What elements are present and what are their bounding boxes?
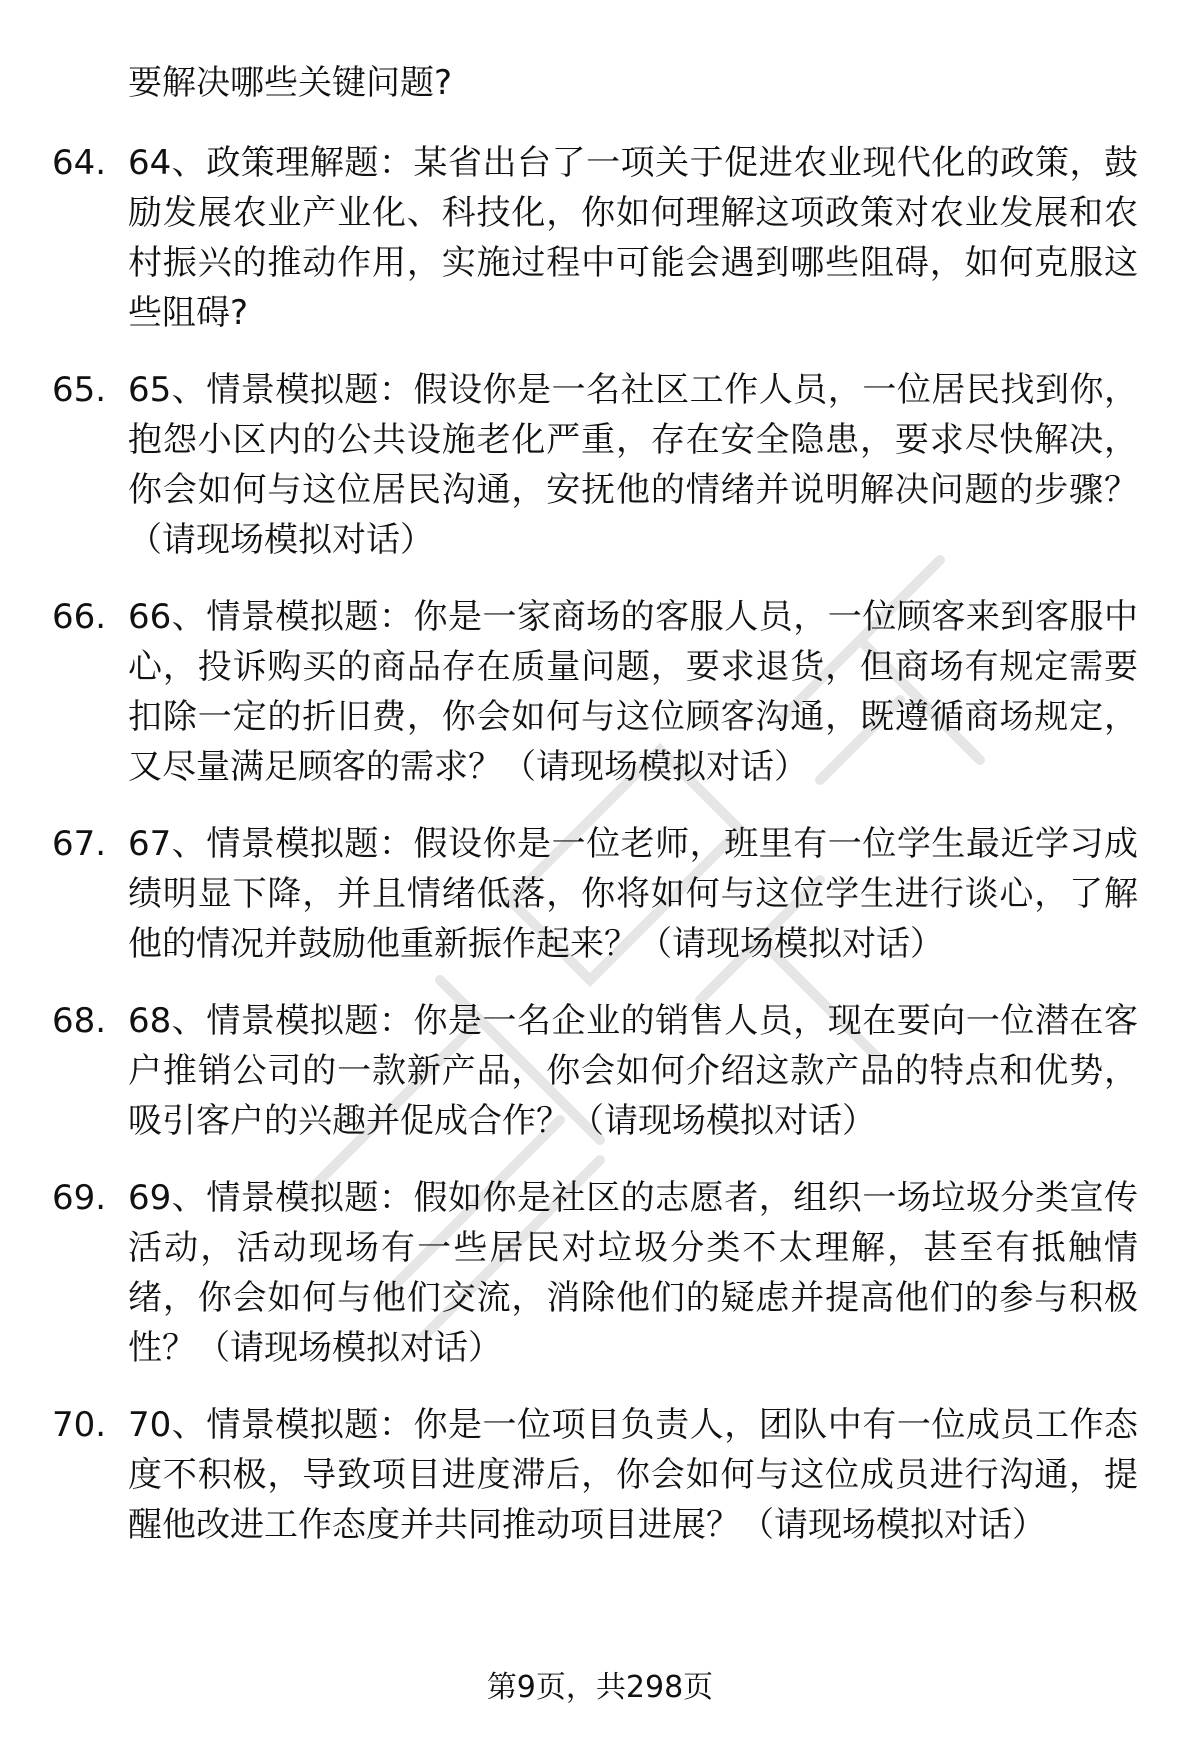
question-text: 64、政策理解题：某省出台了一项关于促进农业现代化的政策，鼓励发展农业产业化、科技化，你如何理解这项政策对农业发展和农村振兴的推动作用，实施过程中可能会遇到哪些阻碍，如何克服这些阻碍?: [128, 143, 1138, 333]
question-text: 70、情景模拟题：你是一位项目负责人，团队中有一位成员工作态度不积极，导致项目进度滞后，你会如何与这位成员进行沟通，提醒他改进工作态度并共同推动项目进展？（请现场模拟对话）: [128, 1405, 1138, 1545]
question-number: 64.: [52, 143, 107, 183]
list-item: [0, 365, 1200, 565]
list-item: [0, 1400, 1200, 1550]
question-text: 68、情景模拟题：你是一名企业的销售人员，现在要向一位潜在客户推销公司的一款新产品，你会如何介绍这款产品的特点和优势，吸引客户的兴趣并促成合作？（请现场模拟对话）: [128, 1001, 1138, 1141]
question-text: 69、情景模拟题：假如你是社区的志愿者，组织一场垃圾分类宣传活动，活动现场有一些居民对垃圾分类不太理解，甚至有抵触情绪，你会如何与他们交流，消除他们的疑虑并提高他们的参与积极性？（请现场模拟对话）: [128, 1178, 1138, 1368]
page-number: 第9页，共298页: [486, 1670, 714, 1705]
question-text: 66、情景模拟题：你是一家商场的客服人员，一位顾客来到客服中心，投诉购买的商品存在质量问题，要求退货，但商场有规定需要扣除一定的折旧费，你会如何与这位顾客沟通，既遵循商场规定，又尽量满足顾客的需求？（请现场模拟对话）: [128, 597, 1138, 787]
list-item: [0, 996, 1200, 1146]
question-text: 67、情景模拟题：假设你是一位老师，班里有一位学生最近学习成绩明显下降，并且情绪低落，你将如何与这位学生进行谈心，了解他的情况并鼓励他重新振作起来？（请现场模拟对话）: [128, 824, 1138, 964]
question-text: 65、情景模拟题：假设你是一名社区工作人员，一位居民找到你，抱怨小区内的公共设施老化严重，存在安全隐患，要求尽快解决，你会如何与这位居民沟通，安抚他的情绪并说明解决问题的步骤？（请现场模拟对话）: [128, 370, 1138, 560]
question-number: 67.: [52, 824, 107, 864]
list-item: [0, 1173, 1200, 1373]
list-item: [0, 819, 1200, 969]
question-list: [0, 138, 1200, 1577]
question-number: 65.: [52, 370, 107, 410]
question-number: 68.: [52, 1001, 107, 1041]
question-number: 69.: [52, 1178, 107, 1218]
list-item: [0, 592, 1200, 792]
question-number: 70.: [52, 1405, 107, 1445]
question-number: 66.: [52, 597, 107, 637]
continued-question-text: 要解决哪些关键问题?: [128, 63, 453, 103]
list-item: [0, 138, 1200, 338]
